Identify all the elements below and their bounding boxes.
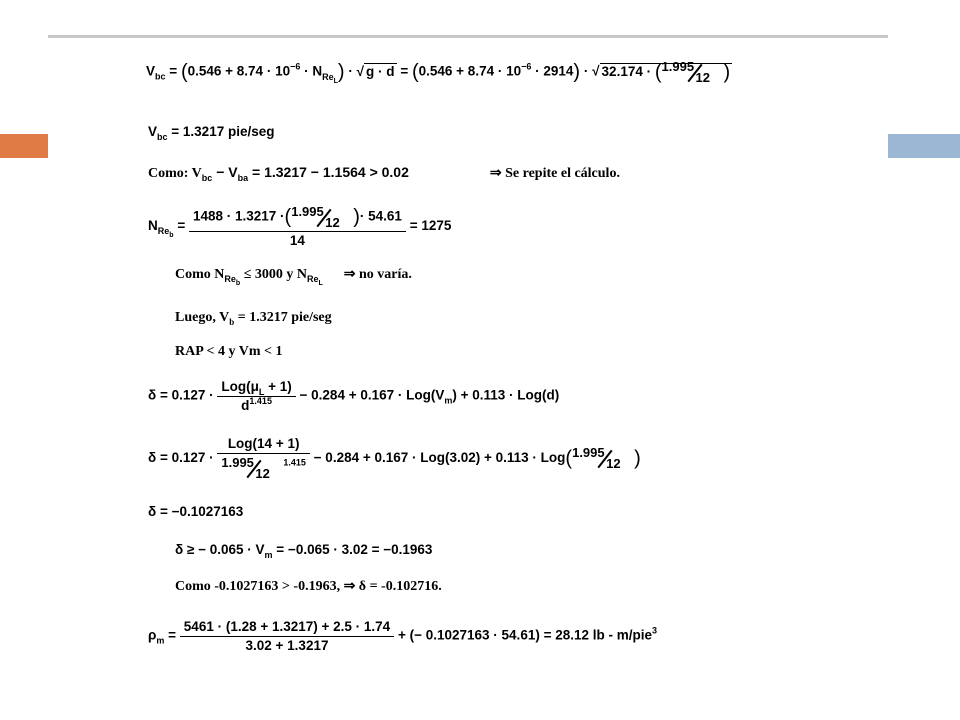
implies-arrow-icon: ⇒ <box>489 166 502 181</box>
equation-delta-substituted: δ = 0.127 · Log(14 + 1) 1.995 12 $^{1.415}$ − 0.284 + 0.167 · Log(3.02) + 0.113 · Log( 1.995 12 ) <box>148 436 641 481</box>
comparison-line: Como: $V_{bc} - V_{ba} = 1.3217 - 1.1564 > 0.02$ ⇒ Se repite el cálculo. <box>148 164 620 183</box>
delta-result: δ = −0.1027163 <box>148 504 244 519</box>
top-rule <box>48 35 888 38</box>
implies-arrow-icon: ⇒ <box>343 267 356 282</box>
accent-bar-right <box>888 134 960 158</box>
condition-nre: Como $N_{Re_b} \le 3000$ y $N_{Re_L}$ ⇒ no varía. <box>175 267 412 287</box>
equation-rho-m: $\rho_m$ = $\frac{5461 \cdot (1.28 + 1.3217) + 2.5 \cdot 1.74}{3.02 + 1.3217}$ + (− 0.1027163 · 54.61) = 28.12 lb - m/pie$^3$ <box>148 619 658 653</box>
rap-condition: RAP < 4 y Vm < 1 <box>175 344 283 359</box>
equation-vbc-formula: $V_{bc} = (0.546 + 8.74 \cdot 10^{-6} \cdot N_{Re_L})$ · √ $g \cdot d = (0.546 + 8.74 \cdot 10^{-6} \cdot 2914)$ · √ 32.174 · ( 1.995 12 ) <box>146 59 731 85</box>
equation-vbc-result: $V_{bc} = 1.3217$ pie/seg <box>148 124 275 142</box>
delta-comparison: Como -0.1027163 > -0.1963, ⇒ δ = -0.102716. <box>175 579 442 594</box>
equation-delta-formula: δ = 0.127 · $\frac{Log(\mu_L + 1)}{d^{1.415}}$ − $0.284 + 0.167 \cdot Log(V_m) + 0.113 \cdot Log(d)$ <box>148 379 560 413</box>
equation-nreb: $N_{Re_b}$ = 1488 · 1.3217 ·( 1.995 12 )· 54.61 14 = 1275 <box>148 204 452 248</box>
accent-bar-left <box>0 134 48 158</box>
vb-result: Luego, $V_b = 1.3217$ pie/seg <box>175 310 332 327</box>
delta-lower-bound: δ ≥ − $0.065 \cdot V_m = -0.065 \cdot 3.02 = -0.1963$ <box>175 542 433 560</box>
